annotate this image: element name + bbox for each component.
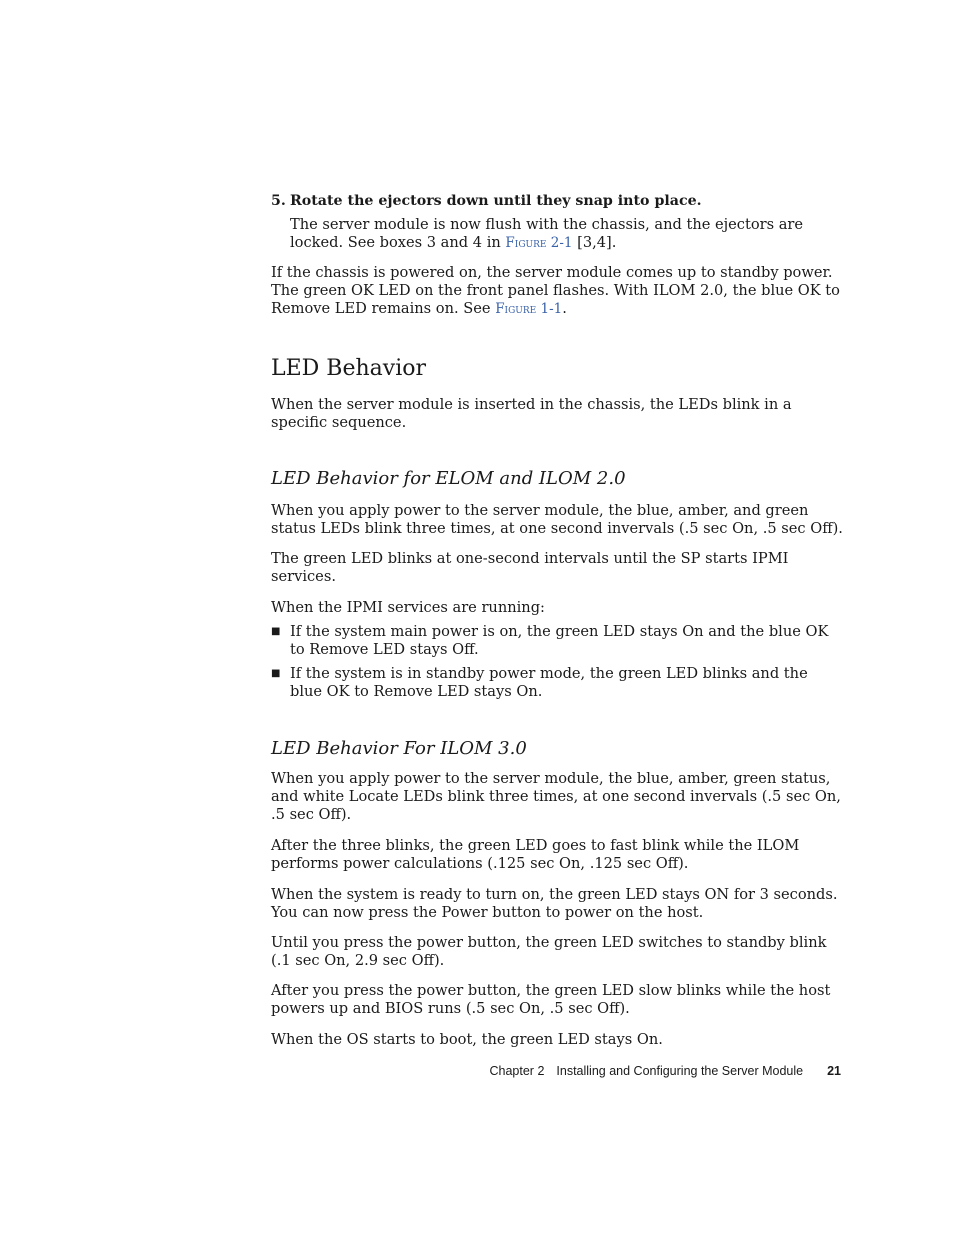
bullet-icon: ■ [271, 668, 281, 679]
footer-chapter: Chapter 2 [489, 1064, 545, 1078]
led-behavior-intro: When the server module is inserted in the chassis, the LEDs blink in a specific sequence. [271, 396, 792, 431]
ilom3-paragraph-4: Until you press the power button, the green LED switches to standby blink (.1 sec On, 2.9 sec Off). [271, 934, 827, 969]
elom-bullet-list [271, 623, 843, 701]
ilom3-paragraph-5: After you press the power button, the green LED slow blinks while the host powers up and BIOS runs (.5 sec On, .5 sec Off). [271, 982, 831, 1017]
ilom3-paragraph-1: When you apply power to the server module, the blue, amber, green status, and white Locate LEDs blink three times, at one second invervals (.5 sec On, .5 sec Off). [271, 770, 841, 823]
list-item: ■ If the system is in standby power mode, the green LED blinks and the blue OK to Remove LED stays On. [271, 665, 808, 700]
footer-chapter-title: Installing and Configuring the Server Module [556, 1064, 804, 1078]
elom-paragraph-2: The green LED blinks at one-second intervals until the SP starts IPMI services. [271, 550, 789, 585]
section-heading-led-behavior: LED Behavior [271, 356, 426, 381]
page-content [271, 192, 843, 1049]
step-5 [271, 192, 843, 210]
figure-1-1-link[interactable]: Figure 1-1 [495, 301, 563, 317]
page-footer [400, 1063, 841, 1079]
bullet-icon: ■ [271, 626, 281, 637]
ilom3-paragraph-2: After the three blinks, the green LED goes to fast blink while the ILOM performs power calculations (.125 sec On, .125 sec Off). [271, 837, 800, 872]
subsection-heading-elom: LED Behavior for ELOM and ILOM 2.0 [271, 468, 626, 489]
ilom3-paragraph-6: When the OS starts to boot, the green LED stays On. [271, 1031, 663, 1048]
standby-paragraph: If the chassis is powered on, the server module comes up to standby power. The green OK LED on the front panel flashes. With ILOM 2.0, the blue OK to Remove LED remains on. See Figure 1-1. [271, 264, 840, 317]
list-item: ■ If the system main power is on, the green LED stays On and the blue OK to Remove LED stays Off. [271, 623, 829, 658]
elom-paragraph-3: When the IPMI services are running: [271, 599, 545, 616]
step-5-body: The server module is now flush with the chassis, and the ejectors are locked. See boxes 3 and 4 in Figure 2-1 [3,4]. [290, 216, 804, 251]
elom-paragraph-1: When you apply power to the server module, the blue, amber, and green status LEDs blink three times, at one second invervals (.5 sec On, .5 sec Off). [271, 502, 843, 537]
figure-2-1-link[interactable]: Figure 2-1 [505, 235, 573, 251]
subsection-heading-ilom3: LED Behavior For ILOM 3.0 [271, 738, 527, 759]
step-number: 5. [271, 193, 286, 209]
step-title: Rotate the ejectors down until they snap into place. [290, 193, 702, 209]
ilom3-paragraph-3: When the system is ready to turn on, the green LED stays ON for 3 seconds. You can now press the Power button to power on the host. [271, 886, 838, 921]
footer-page-number: 21 [827, 1064, 841, 1078]
